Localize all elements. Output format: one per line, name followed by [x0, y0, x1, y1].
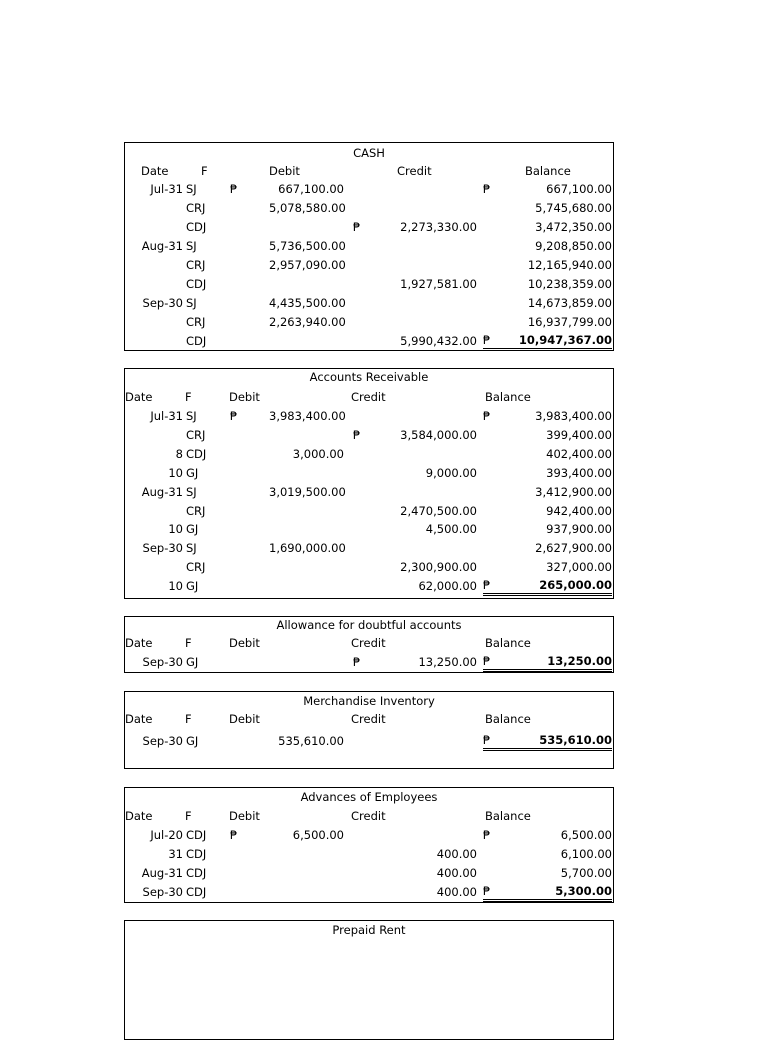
- peso-sign: ₱: [230, 182, 238, 196]
- row-balance-final: 13,250.00: [547, 654, 612, 668]
- final-balance-underline: [483, 653, 612, 672]
- row-credit: 2,273,330.00: [400, 220, 477, 234]
- row-credit: 2,470,500.00: [400, 504, 477, 518]
- row-folio: CDJ: [186, 334, 207, 348]
- ledger-header: [125, 807, 613, 825]
- row-folio: GJ: [186, 466, 199, 480]
- header-debit: Debit: [229, 809, 260, 823]
- header-date: Date: [125, 712, 153, 726]
- header-balance: Balance: [485, 390, 531, 404]
- ledger-header: [125, 634, 613, 652]
- row-folio: SJ: [186, 541, 197, 555]
- row-credit: 62,000.00: [418, 579, 477, 593]
- row-folio: CRJ: [186, 201, 206, 215]
- row-balance: 667,100.00: [546, 182, 612, 196]
- peso-sign: ₱: [483, 333, 491, 347]
- peso-sign: ₱: [353, 428, 361, 442]
- row-date: Jul-31: [150, 182, 183, 196]
- ledger-row: [125, 464, 613, 482]
- row-date: Sep-30: [142, 296, 183, 310]
- ledger-header: [125, 388, 613, 406]
- ledger-title: [125, 144, 613, 162]
- ledger-title: [125, 616, 613, 634]
- row-folio: CRJ: [186, 428, 206, 442]
- row-credit: 400.00: [436, 866, 477, 880]
- final-balance-underline: [483, 577, 612, 596]
- row-folio: CDJ: [186, 220, 207, 234]
- row-balance: 942,400.00: [546, 504, 612, 518]
- header-credit: Credit: [351, 390, 386, 404]
- row-debit: 5,078,580.00: [269, 201, 346, 215]
- header-debit: Debit: [229, 390, 260, 404]
- header-f: F: [185, 390, 192, 404]
- row-balance-final: 265,000.00: [539, 578, 612, 592]
- row-folio: CDJ: [186, 885, 207, 899]
- row-debit: 667,100.00: [278, 182, 344, 196]
- header-credit: Credit: [351, 809, 386, 823]
- peso-sign: ₱: [483, 654, 491, 668]
- row-debit: 535,610.00: [278, 734, 344, 748]
- header-date: Date: [125, 809, 153, 823]
- header-credit: Credit: [351, 636, 386, 650]
- ledger-row: [125, 426, 613, 444]
- row-date: Jul-20: [150, 828, 183, 842]
- ledger-row: [125, 826, 613, 844]
- row-folio: CDJ: [186, 847, 207, 861]
- row-debit: 6,500.00: [292, 828, 344, 842]
- row-folio: SJ: [186, 485, 197, 499]
- row-credit: 1,927,581.00: [400, 277, 477, 291]
- header-debit: Debit: [229, 712, 260, 726]
- ledger-merchandise-inventory: [124, 691, 614, 769]
- row-credit: 400.00: [436, 847, 477, 861]
- peso-sign: ₱: [230, 409, 238, 423]
- row-folio: CRJ: [186, 560, 206, 574]
- ledger-row: [125, 407, 613, 425]
- row-credit: 5,990,432.00: [400, 334, 477, 348]
- ledger-title: [125, 368, 613, 386]
- peso-sign: ₱: [353, 655, 361, 669]
- row-balance: 3,983,400.00: [535, 409, 612, 423]
- ledger-title: [125, 788, 613, 806]
- header-balance: Balance: [485, 712, 531, 726]
- row-balance: 5,700.00: [560, 866, 612, 880]
- ledger-prepaid-rent: [124, 920, 614, 1040]
- row-folio: SJ: [186, 182, 197, 196]
- row-balance-final: 10,947,367.00: [518, 333, 612, 347]
- row-credit: 400.00: [436, 885, 477, 899]
- row-folio: SJ: [186, 296, 197, 310]
- row-debit: 2,957,090.00: [269, 258, 346, 272]
- header-date: Date: [125, 390, 153, 404]
- peso-sign: ₱: [483, 733, 491, 747]
- row-folio: CDJ: [186, 828, 207, 842]
- ledger-header: [125, 162, 613, 180]
- row-balance: 937,900.00: [546, 522, 612, 536]
- header-f: F: [201, 164, 208, 178]
- row-debit: 3,000.00: [292, 447, 344, 461]
- row-date: 10: [168, 466, 183, 480]
- row-date: Sep-30: [142, 734, 183, 748]
- row-date: 10: [168, 522, 183, 536]
- ledger-row: [125, 539, 613, 557]
- header-balance: Balance: [485, 636, 531, 650]
- row-credit: 9,000.00: [425, 466, 477, 480]
- row-debit: 3,019,500.00: [269, 485, 346, 499]
- row-balance: 327,000.00: [546, 560, 612, 574]
- row-debit: 2,263,940.00: [269, 315, 346, 329]
- header-balance: Balance: [485, 809, 531, 823]
- row-balance: 9,208,850.00: [535, 239, 612, 253]
- row-balance: 6,500.00: [560, 828, 612, 842]
- header-balance: Balance: [525, 164, 571, 178]
- peso-sign: ₱: [483, 828, 491, 842]
- ledger-row: [125, 558, 613, 576]
- row-folio: GJ: [186, 734, 199, 748]
- ledger-row: [125, 218, 613, 236]
- ledger-allowance-for-doubtful-accounts: [124, 616, 614, 673]
- peso-sign: ₱: [483, 884, 491, 898]
- row-balance: 402,400.00: [546, 447, 612, 461]
- ledger-advances-of-employees: [124, 787, 614, 903]
- header-credit: Credit: [351, 712, 386, 726]
- row-date: Sep-30: [142, 655, 183, 669]
- header-debit: Debit: [269, 164, 300, 178]
- row-credit: 2,300,900.00: [400, 560, 477, 574]
- ledger-row: [125, 294, 613, 312]
- row-folio: GJ: [186, 522, 199, 536]
- peso-sign: ₱: [353, 220, 361, 234]
- ledger-row: [125, 520, 613, 538]
- row-balance: 3,472,350.00: [535, 220, 612, 234]
- header-f: F: [185, 636, 192, 650]
- ledger-title-text: Allowance for doubtful accounts: [276, 618, 462, 632]
- row-date: 8: [175, 447, 183, 461]
- ledger-row: [125, 653, 613, 671]
- row-balance: 3,412,900.00: [535, 485, 612, 499]
- row-balance: 16,937,799.00: [527, 315, 612, 329]
- ledger-row: [125, 237, 613, 255]
- row-credit: 4,500.00: [425, 522, 477, 536]
- row-balance: 399,400.00: [546, 428, 612, 442]
- ledger-row: [125, 445, 613, 463]
- ledger-row: [125, 732, 613, 750]
- ledger-row: [125, 845, 613, 863]
- row-folio: CRJ: [186, 258, 206, 272]
- header-date: Date: [141, 164, 169, 178]
- header-f: F: [185, 809, 192, 823]
- row-date: Aug-31: [141, 485, 183, 499]
- row-balance: 2,627,900.00: [535, 541, 612, 555]
- peso-sign: ₱: [230, 828, 238, 842]
- ledger-title: [125, 692, 613, 710]
- ledger-row: [125, 199, 613, 217]
- row-balance: 393,400.00: [546, 466, 612, 480]
- row-folio: CDJ: [186, 866, 207, 880]
- ledger-row: [125, 275, 613, 293]
- ledger-title-text: Merchandise Inventory: [303, 694, 435, 708]
- row-date: Sep-30: [142, 541, 183, 555]
- row-credit: 3,584,000.00: [400, 428, 477, 442]
- row-debit: 4,435,500.00: [269, 296, 346, 310]
- row-balance: 12,165,940.00: [527, 258, 612, 272]
- ledger-accounts-receivable: [124, 368, 614, 599]
- row-debit: 1,690,000.00: [269, 541, 346, 555]
- row-folio: CRJ: [186, 315, 206, 329]
- final-balance-underline: [483, 732, 612, 751]
- ledger-title: [125, 921, 613, 939]
- row-date: Sep-30: [142, 885, 183, 899]
- ledger-title-text: Prepaid Rent: [332, 923, 406, 937]
- row-debit: 3,983,400.00: [269, 409, 346, 423]
- row-folio: SJ: [186, 239, 197, 253]
- final-balance-underline: [483, 332, 612, 351]
- row-folio: SJ: [186, 409, 197, 423]
- row-debit: 5,736,500.00: [269, 239, 346, 253]
- peso-sign: ₱: [483, 578, 491, 592]
- header-credit: Credit: [397, 164, 432, 178]
- row-balance: 5,745,680.00: [535, 201, 612, 215]
- row-balance-final: 535,610.00: [539, 733, 612, 747]
- ledger-title-text: Advances of Employees: [300, 790, 438, 804]
- row-folio: CRJ: [186, 504, 206, 518]
- ledger-row: [125, 313, 613, 331]
- row-folio: CDJ: [186, 277, 207, 291]
- peso-sign: ₱: [483, 182, 491, 196]
- ledger-row: [125, 180, 613, 198]
- row-folio: GJ: [186, 655, 199, 669]
- ledger-row: [125, 332, 613, 350]
- final-balance-underline: [483, 883, 612, 902]
- ledger-row: [125, 883, 613, 901]
- peso-sign: ₱: [483, 409, 491, 423]
- row-folio: CDJ: [186, 447, 207, 461]
- ledger-row: [125, 502, 613, 520]
- ledger-title-text: Accounts Receivable: [309, 370, 429, 384]
- row-date: 31: [168, 847, 183, 861]
- row-date: Aug-31: [141, 866, 183, 880]
- row-folio: GJ: [186, 579, 199, 593]
- ledger-cash: [124, 142, 614, 351]
- ledger-row: [125, 483, 613, 501]
- row-credit: 13,250.00: [418, 655, 477, 669]
- ledger-title-text: CASH: [353, 146, 385, 160]
- ledger-row: [125, 864, 613, 882]
- row-balance-final: 5,300.00: [555, 884, 612, 898]
- row-date: 10: [168, 579, 183, 593]
- header-date: Date: [125, 636, 153, 650]
- row-balance: 14,673,859.00: [527, 296, 612, 310]
- row-date: Jul-31: [150, 409, 183, 423]
- ledger-row: [125, 577, 613, 595]
- ledger-header: [125, 710, 613, 728]
- header-debit: Debit: [229, 636, 260, 650]
- row-date: Aug-31: [141, 239, 183, 253]
- row-balance: 10,238,359.00: [527, 277, 612, 291]
- row-balance: 6,100.00: [560, 847, 612, 861]
- header-f: F: [185, 712, 192, 726]
- ledger-row: [125, 256, 613, 274]
